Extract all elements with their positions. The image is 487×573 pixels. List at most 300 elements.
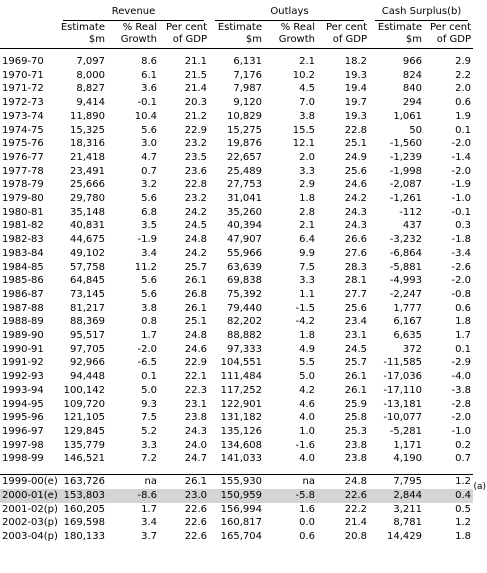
value-cell: -4.0	[451, 371, 471, 383]
year-cell: 1970-71	[2, 69, 44, 81]
table-row	[0, 206, 473, 220]
table-row	[0, 370, 473, 384]
value-cell: 23.2	[184, 193, 207, 205]
table-row	[0, 356, 473, 370]
value-cell: 0.6	[455, 302, 471, 314]
value-cell: 131,182	[220, 412, 262, 424]
value-cell: 8.6	[141, 56, 157, 67]
value-cell: 25.9	[344, 398, 367, 410]
value-cell: 1.6	[299, 503, 315, 515]
value-cell: 7.2	[141, 453, 157, 465]
table-row	[0, 439, 473, 453]
value-cell: 4.7	[141, 151, 157, 163]
value-cell: 1,777	[393, 302, 422, 314]
separator-cell	[264, 466, 317, 475]
value-cell: 5.2	[141, 425, 157, 437]
value-cell: 1,171	[393, 439, 422, 451]
value-cell: 0.5	[455, 503, 471, 515]
value-cell: 160,205	[63, 503, 105, 515]
value-cell: -1,239	[389, 151, 422, 163]
year-cell: 1999-00(e)	[2, 476, 58, 488]
table-row	[0, 329, 473, 343]
value-cell: 165,704	[220, 530, 262, 542]
value-cell: 2.2	[455, 69, 471, 81]
value-cell: 47,907	[227, 234, 262, 246]
value-cell: 3.2	[141, 179, 157, 191]
value-cell: 163,726	[57, 475, 107, 489]
value-cell: -2.0	[451, 275, 471, 287]
value-cell: 22.6	[184, 517, 207, 529]
value-cell: 24.3	[344, 220, 367, 232]
value-cell: 4.5	[299, 83, 315, 95]
year-cell: 1979-80	[2, 193, 44, 205]
value-cell: 40,831	[70, 220, 105, 232]
table-row	[0, 475, 473, 489]
value-cell: -17,110	[383, 384, 422, 396]
year-cell: 1994-95	[2, 398, 44, 410]
value-cell: 25.8	[344, 412, 367, 424]
value-cell: 0.1	[455, 343, 471, 355]
value-cell: 1.0	[299, 425, 315, 437]
value-cell: 22.8	[184, 179, 207, 191]
value-cell: 73,145	[70, 288, 105, 300]
value-cell: 26.8	[184, 288, 207, 300]
value-cell: 12.1	[292, 138, 315, 150]
separator-cell	[369, 466, 424, 475]
value-cell: -1,261	[389, 193, 422, 205]
value-cell: 20.8	[344, 530, 367, 542]
value-cell: 3.0	[141, 138, 157, 150]
value-cell: -0.1	[137, 97, 157, 109]
value-cell: 28.3	[344, 261, 367, 273]
table-row	[0, 489, 473, 503]
value-cell: 35,260	[227, 206, 262, 218]
value-cell: 146,521	[63, 453, 105, 465]
table-row	[0, 288, 473, 302]
value-cell: 19.4	[344, 83, 367, 95]
value-cell: 5.5	[299, 357, 315, 369]
value-cell: 1.2	[455, 517, 471, 529]
table-row	[0, 384, 473, 398]
value-cell: 82,202	[227, 316, 262, 328]
value-cell: 3.8	[141, 302, 157, 314]
value-cell: 21.2	[184, 110, 207, 122]
value-cell: 19.3	[344, 110, 367, 122]
value-cell: 26.1	[184, 275, 207, 287]
year-cell: 2000-01(e)	[2, 489, 58, 501]
value-cell: 27.7	[344, 288, 367, 300]
value-cell: -2.8	[451, 398, 471, 410]
value-cell: -5.8	[264, 489, 317, 503]
value-cell: 11,890	[70, 110, 105, 122]
value-cell: 437	[402, 220, 422, 232]
value-cell: na	[107, 475, 159, 489]
value-cell: 1.7	[141, 503, 157, 515]
value-cell: 9,414	[76, 97, 105, 109]
revenue-group-header: Revenue	[57, 4, 209, 21]
value-cell: -10,077	[383, 412, 422, 424]
value-cell: 24.8	[184, 234, 207, 246]
value-cell: 24.6	[184, 343, 207, 355]
value-cell: 1.8	[455, 316, 471, 328]
value-cell: -4,993	[389, 275, 422, 287]
value-cell: 10,829	[227, 110, 262, 122]
year-cell: 1987-88	[2, 302, 44, 314]
value-cell: -2.0	[137, 343, 157, 355]
value-cell: 25,666	[70, 179, 105, 191]
value-cell: 3.6	[141, 83, 157, 95]
value-cell: 3.4	[141, 517, 157, 529]
value-cell: 155,930	[209, 475, 264, 489]
value-cell: 1.7	[455, 330, 471, 342]
value-cell: 0.7	[141, 165, 157, 177]
value-cell: 18,316	[70, 138, 105, 150]
year-cell: 1993-94	[2, 384, 44, 396]
separator-cell	[107, 466, 159, 475]
value-cell: 7,176	[233, 69, 262, 81]
value-cell: 5.6	[141, 193, 157, 205]
value-cell: 5.6	[141, 124, 157, 136]
value-cell: 24.3	[344, 206, 367, 218]
value-cell: 7,795	[369, 475, 424, 489]
separator-cell	[0, 466, 57, 475]
value-cell: 4.9	[299, 343, 315, 355]
value-cell: -13,181	[383, 398, 422, 410]
table-row	[0, 96, 473, 110]
value-cell: 21.5	[184, 69, 207, 81]
separator-cell	[424, 466, 473, 475]
value-cell: 25.6	[344, 165, 367, 177]
value-cell: -2.0	[451, 412, 471, 424]
value-cell: 0.2	[455, 439, 471, 451]
table-row	[0, 452, 473, 466]
outlays-estimate-header: Estimate $m	[209, 21, 264, 49]
value-cell: -5,281	[389, 425, 422, 437]
value-cell: 25.6	[344, 302, 367, 314]
value-cell: 169,598	[63, 517, 105, 529]
year-cell: 1983-84	[2, 247, 44, 259]
value-cell: 28.1	[344, 275, 367, 287]
year-cell: 1976-77	[2, 151, 44, 163]
value-cell: 79,440	[227, 302, 262, 314]
value-cell: 6.8	[141, 206, 157, 218]
value-cell: 7,097	[76, 56, 105, 67]
value-cell: 4.0	[299, 412, 315, 424]
value-cell: 2.0	[455, 83, 471, 95]
value-cell: -1,998	[389, 165, 422, 177]
value-cell: 88,369	[70, 316, 105, 328]
year-cell: 1986-87	[2, 288, 44, 300]
separator-cell	[317, 466, 369, 475]
value-cell: -3.8	[451, 384, 471, 396]
year-cell: 1990-91	[2, 343, 44, 355]
value-cell: 2.0	[299, 151, 315, 163]
value-cell: 4.6	[299, 398, 315, 410]
value-cell: 25.7	[184, 261, 207, 273]
year-cell: 1971-72	[2, 83, 44, 95]
table-row	[0, 503, 473, 517]
value-cell: 21.1	[184, 56, 207, 67]
table-row	[0, 178, 473, 192]
value-cell: -1.9	[137, 234, 157, 246]
value-cell: 57,758	[70, 261, 105, 273]
value-cell: 8,827	[76, 83, 105, 95]
value-cell: 75,392	[227, 288, 262, 300]
value-cell: -5,881	[389, 261, 422, 273]
separator-cell	[209, 466, 264, 475]
value-cell: 23.1	[184, 398, 207, 410]
value-cell: 23.5	[184, 151, 207, 163]
table-row	[0, 124, 473, 138]
value-cell: 22.6	[184, 503, 207, 515]
outlays-group-header: Outlays	[209, 4, 369, 21]
value-cell: 31,041	[227, 193, 262, 205]
value-cell: 3.7	[141, 530, 157, 542]
value-cell: 26.1	[344, 371, 367, 383]
value-cell: 8,000	[76, 69, 105, 81]
value-cell: 23.1	[344, 330, 367, 342]
value-cell: -2.9	[451, 357, 471, 369]
value-cell: 1.8	[299, 193, 315, 205]
value-cell: 0.8	[141, 316, 157, 328]
value-cell: 95,517	[70, 330, 105, 342]
value-cell: 294	[402, 97, 422, 109]
value-cell: 1.8	[299, 330, 315, 342]
value-cell: 966	[402, 56, 422, 67]
value-cell: 24.8	[184, 330, 207, 342]
value-cell: 1.9	[455, 110, 471, 122]
year-cell: 1984-85	[2, 261, 44, 273]
table-row	[0, 302, 473, 316]
value-cell: 23.8	[344, 453, 367, 465]
value-cell: 29,780	[70, 193, 105, 205]
value-cell: 23.8	[344, 439, 367, 451]
value-cell: 22.2	[344, 503, 367, 515]
value-cell: 0.1	[141, 371, 157, 383]
value-cell: 22.9	[184, 124, 207, 136]
value-cell: 3.3	[299, 275, 315, 287]
table-row	[0, 398, 473, 412]
value-cell: 824	[402, 69, 422, 81]
value-cell: 81,217	[70, 302, 105, 314]
value-cell: 135,126	[220, 425, 262, 437]
year-cell: 2001-02(p)	[2, 503, 58, 515]
year-cell: 1988-89	[2, 316, 44, 328]
table-body	[0, 49, 473, 544]
value-cell: 24.9	[344, 151, 367, 163]
value-cell: 8,781	[393, 517, 422, 529]
value-cell: 24.2	[184, 206, 207, 218]
year-cell: 1975-76	[2, 138, 44, 150]
value-cell: 26.1	[159, 475, 209, 489]
value-cell: 7.0	[299, 97, 315, 109]
value-cell: 23.0	[159, 489, 209, 503]
year-cell: 1974-75	[2, 124, 44, 136]
section-separator	[0, 466, 473, 475]
value-cell: 141,033	[220, 453, 262, 465]
value-cell: 23.6	[184, 165, 207, 177]
value-cell: 3.5	[141, 220, 157, 232]
value-cell: 6.1	[141, 69, 157, 81]
value-cell: 4,190	[393, 453, 422, 465]
year-cell: 1973-74	[2, 110, 44, 122]
value-cell: 25.1	[184, 316, 207, 328]
value-cell: 49,102	[70, 247, 105, 259]
value-cell: -2,087	[389, 179, 422, 191]
table-row	[0, 165, 473, 179]
footnote-marker: (a)	[473, 482, 486, 492]
value-cell: 24.2	[344, 193, 367, 205]
value-cell: 23.8	[184, 412, 207, 424]
value-cell: 5.6	[141, 288, 157, 300]
value-cell: -6.5	[137, 357, 157, 369]
value-cell: 6,167	[393, 316, 422, 328]
value-cell: 21.4	[344, 517, 367, 529]
value-cell: 3.3	[299, 165, 315, 177]
value-cell: 4.0	[299, 453, 315, 465]
value-cell: 15,325	[70, 124, 105, 136]
value-cell: 26.1	[184, 302, 207, 314]
value-cell: 25.3	[344, 425, 367, 437]
value-cell: 25.1	[344, 138, 367, 150]
value-cell: 160,817	[220, 517, 262, 529]
value-cell: -112	[399, 206, 422, 218]
value-cell: 3.4	[141, 247, 157, 259]
value-cell: 134,608	[220, 439, 262, 451]
value-cell: 9.9	[299, 247, 315, 259]
value-cell: 6.4	[299, 234, 315, 246]
value-cell: 24.7	[184, 453, 207, 465]
value-cell: 122,901	[220, 398, 262, 410]
value-cell: 22.9	[184, 357, 207, 369]
value-cell: 14,429	[387, 530, 422, 542]
revenue-growth-header: % Real Growth	[107, 21, 159, 49]
value-cell: 26.1	[344, 384, 367, 396]
value-cell: 19.7	[344, 97, 367, 109]
year-cell: 1992-93	[2, 371, 44, 383]
revenue-gdp-header: Per cent of GDP	[159, 21, 209, 49]
year-cell: 1982-83	[2, 234, 44, 246]
value-cell: -1.9	[451, 179, 471, 191]
year-cell: 1989-90	[2, 330, 44, 342]
value-cell: -1.5	[295, 302, 315, 314]
value-cell: 5.0	[299, 371, 315, 383]
year-cell: 1981-82	[2, 220, 44, 232]
value-cell: 180,133	[63, 530, 105, 542]
value-cell: 0.1	[455, 124, 471, 136]
value-cell: 15,275	[227, 124, 262, 136]
year-subheader-blank	[0, 21, 57, 49]
value-cell: 22.8	[344, 124, 367, 136]
value-cell: -8.6	[107, 489, 159, 503]
value-cell: 109,720	[63, 398, 105, 410]
value-cell: 10.2	[292, 69, 315, 81]
value-cell: 135,779	[63, 439, 105, 451]
value-cell: 19,876	[227, 138, 262, 150]
year-cell: 1980-81	[2, 206, 44, 218]
value-cell: 6,635	[393, 330, 422, 342]
value-cell: 23.2	[184, 138, 207, 150]
value-cell: 0.6	[455, 97, 471, 109]
table-row	[0, 247, 473, 261]
value-cell: 3.3	[141, 439, 157, 451]
value-cell: -17,036	[383, 371, 422, 383]
value-cell: 24.6	[344, 179, 367, 191]
value-cell: 97,705	[70, 343, 105, 355]
value-cell: 2.1	[299, 56, 315, 67]
value-cell: 3.8	[299, 110, 315, 122]
value-cell: 3,211	[393, 503, 422, 515]
table-row	[0, 516, 473, 530]
value-cell: 24.3	[184, 425, 207, 437]
table-row	[0, 343, 473, 357]
value-cell: 1.2	[424, 475, 473, 489]
outlays-gdp-header: Per cent of GDP	[317, 21, 369, 49]
year-cell: 1996-97	[2, 425, 44, 437]
value-cell: 24.5	[344, 343, 367, 355]
value-cell: 69,838	[227, 275, 262, 287]
value-cell: 100,142	[63, 384, 105, 396]
value-cell: 50	[409, 124, 422, 136]
value-cell: -2.0	[451, 138, 471, 150]
surplus-estimate-header: Estimate $m	[369, 21, 424, 49]
value-cell: 22.3	[184, 384, 207, 396]
value-cell: 23,491	[70, 165, 105, 177]
year-cell: 1985-86	[2, 275, 44, 287]
value-cell: 21.4	[184, 83, 207, 95]
value-cell: 372	[402, 343, 422, 355]
surplus-gdp-header: Per cent of GDP	[424, 21, 473, 49]
year-cell: 1977-78	[2, 165, 44, 177]
value-cell: 1,061	[393, 110, 422, 122]
value-cell: -3,232	[389, 234, 422, 246]
value-cell: -3.4	[451, 247, 471, 259]
value-cell: 0.0	[299, 517, 315, 529]
year-cell: 2002-03(p)	[2, 517, 58, 529]
table-row	[0, 151, 473, 165]
value-cell: -6,864	[389, 247, 422, 259]
year-cell: 1995-96	[2, 412, 44, 424]
value-cell: 2.9	[455, 56, 471, 67]
value-cell: 24.8	[317, 475, 369, 489]
value-cell: 26.6	[344, 234, 367, 246]
value-cell: 20.3	[184, 97, 207, 109]
value-cell: 1.7	[141, 330, 157, 342]
value-cell: -1,560	[389, 138, 422, 150]
table-row	[0, 261, 473, 275]
table-row	[0, 274, 473, 288]
value-cell: 0.6	[299, 530, 315, 542]
table-row	[0, 49, 473, 69]
value-cell: -1.0	[451, 425, 471, 437]
value-cell: 22,657	[227, 151, 262, 163]
value-cell: 2,844	[369, 489, 424, 503]
value-cell: -1.0	[451, 193, 471, 205]
value-cell: -11,585	[383, 357, 422, 369]
value-cell: 24.5	[184, 220, 207, 232]
value-cell: 156,994	[220, 503, 262, 515]
value-cell: 21,418	[70, 151, 105, 163]
table-row	[0, 233, 473, 247]
table-row	[0, 69, 473, 83]
value-cell: -1.4	[451, 151, 471, 163]
value-cell: 22.1	[184, 371, 207, 383]
value-cell: -2,247	[389, 288, 422, 300]
value-cell: 35,148	[70, 206, 105, 218]
value-cell: 0.3	[455, 220, 471, 232]
value-cell: 92,966	[70, 357, 105, 369]
value-cell: 7,987	[233, 83, 262, 95]
